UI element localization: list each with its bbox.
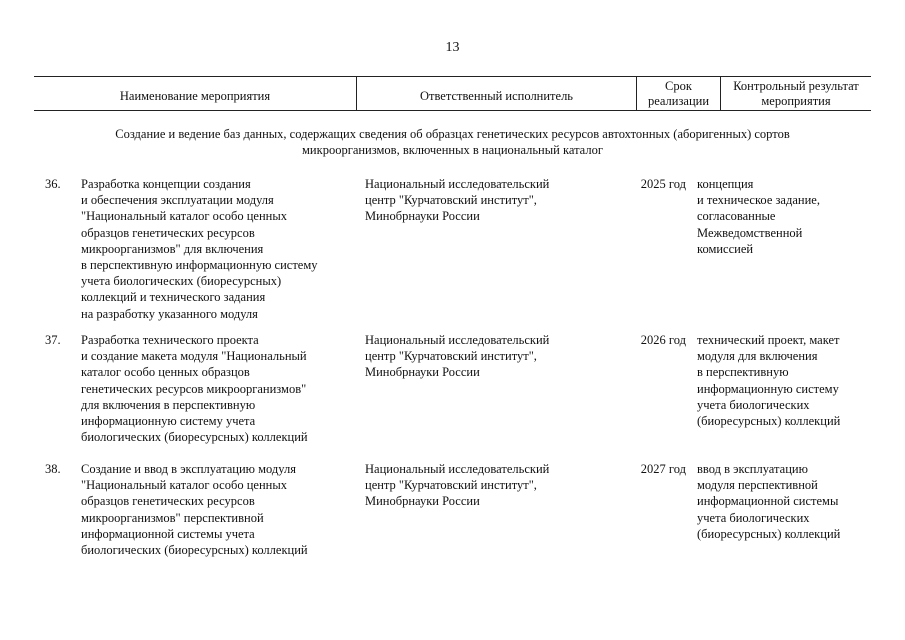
section-title: Создание и ведение баз данных, содержащих сведения об образцах генетических ресурсов автохтонных (аборигенных) сортов микроорганизмов, включенных в национальный каталог [115,127,790,157]
row-result: ввод в эксплуатацию модуля перспективной информационной системы учета биологических (биоресурсных) коллекций [697,462,841,541]
row-term: 2026 год [640,333,686,347]
row-measure-name: Разработка концепции создания и обеспечения эксплуатации модуля "Национальный каталог особо ценных образцов генетических ресурсов микроорганизмов" для включения в перспективную информационную систему учета биологических (биоресурсных) коллекций и технического задания на разработку указанного модуля [81,177,318,321]
header-cell-executor [356,77,636,110]
row-measure-name: Создание и ввод в эксплуатацию модуля "Национальный каталог особо ценных образцов генетических ресурсов микроорганизмов" перспективной информационной системы учета биологических (биоресурсных) коллекций [81,462,308,558]
header-cell-term [636,77,720,110]
row-number: 36. [45,177,61,191]
header-result-label: Контрольный результат мероприятия [733,78,859,108]
header-cell-name [34,77,356,110]
header-term-label: Срок реализации [647,78,710,108]
row-number: 38. [45,462,61,476]
row-number: 37. [45,333,61,347]
row-result: концепция и техническое задание, согласованные Межведомственной комиссией [697,177,820,256]
row-term: 2025 год [640,177,686,191]
header-executor-label: Ответственный исполнитель [419,88,574,103]
row-term: 2027 год [640,462,686,476]
table-header [34,76,871,111]
page-number: 13 [445,40,460,55]
header-cell-result [720,77,871,110]
row-executor: Национальный исследовательский центр "Курчатовский институт", Минобрнауки России [365,177,550,224]
row-executor: Национальный исследовательский центр "Курчатовский институт", Минобрнауки России [365,462,550,509]
row-executor: Национальный исследовательский центр "Курчатовский институт", Минобрнауки России [365,333,550,380]
row-result: технический проект, макет модуля для включения в перспективную информационную систему учета биологических (биоресурсных) коллекций [697,333,841,429]
row-measure-name: Разработка технического проекта и создание макета модуля "Национальный каталог особо ценных образцов генетических ресурсов микроорганизмов" для включения в перспективную информационную систему учета биологических (биоресурсных) коллекций [81,333,308,445]
header-name-label: Наименование мероприятия [119,88,271,103]
